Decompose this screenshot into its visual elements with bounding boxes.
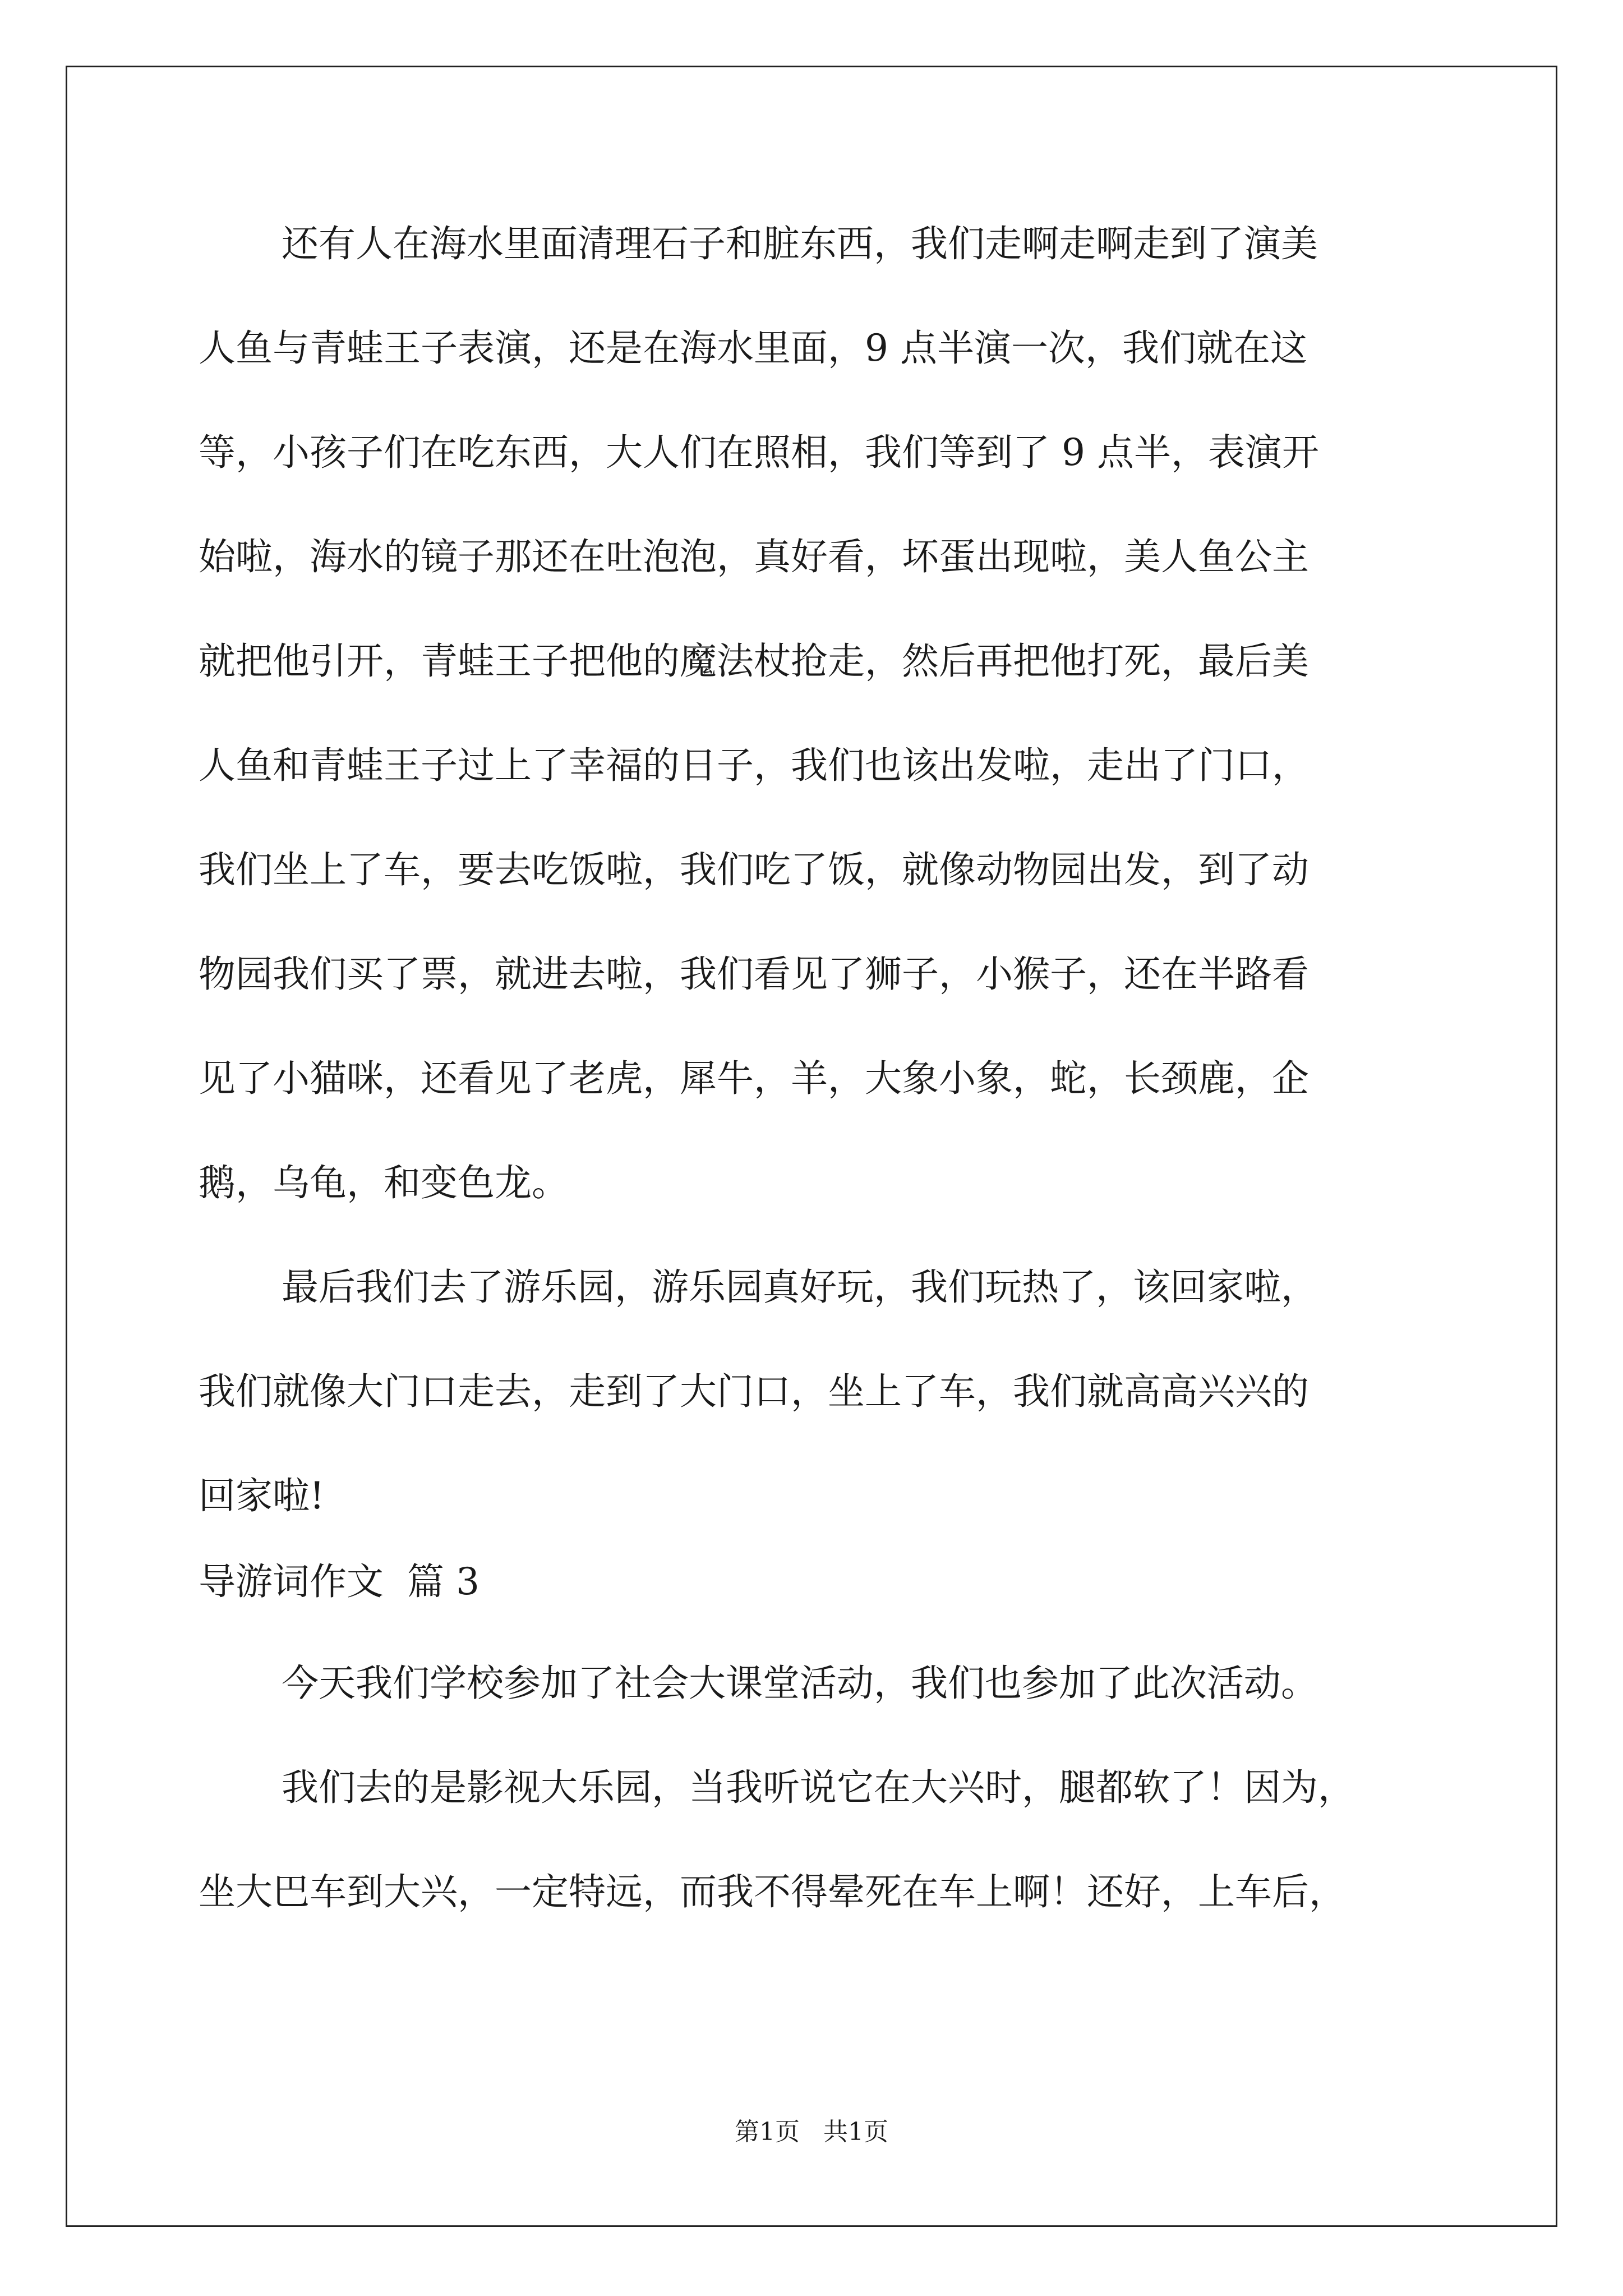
text-line: 等，小孩子们在吃东西，大人们在照相，我们等到了 9 点半，表演开 — [199, 431, 1319, 474]
text-line: 人鱼与青蛙王子表演，还是在海水里面，9 点半演一次，我们就在这 — [199, 326, 1307, 370]
text-line: 今天我们学校参加了社会大课堂活动，我们也参加了此次活动。 — [282, 1662, 1318, 1705]
section-heading: 导游词作文 篇 3 — [199, 1560, 479, 1603]
text-line: 坐大巴车到大兴，一定特远，而我不得晕死在车上啊！还好，上车后， — [199, 1870, 1346, 1913]
text-line: 始啦，海水的镜子那还在吐泡泡，真好看，坏蛋出现啦，美人鱼公主 — [199, 535, 1309, 578]
text-line: 见了小猫咪，还看见了老虎，犀牛，羊，大象小象，蛇，长颈鹿，企 — [199, 1057, 1309, 1100]
text-line: 就把他引开，青蛙王子把他的魔法杖抢走，然后再把他打死，最后美 — [199, 639, 1309, 683]
text-line: 回家啦! — [199, 1474, 325, 1517]
text-line: 最后我们去了游乐园，游乐园真好玩，我们玩热了，该回家啦， — [282, 1266, 1318, 1309]
text-line: 我们就像大门口走去，走到了大门口，坐上了车，我们就高高兴兴的 — [199, 1370, 1309, 1413]
page-number-footer: 第1页 共1页 — [735, 2118, 888, 2146]
text-line: 还有人在海水里面清理石子和脏东西，我们走啊走啊走到了演美 — [282, 222, 1318, 265]
text-line: 物园我们买了票，就进去啦，我们看见了狮子，小猴子，还在半路看 — [199, 953, 1309, 996]
text-line: 鹅，乌龟，和变色龙。 — [199, 1161, 569, 1204]
text-line: 人鱼和青蛙王子过上了幸福的日子，我们也该出发啦，走出了门口， — [199, 744, 1309, 787]
text-line: 我们去的是影视大乐园，当我听说它在大兴时，腿都软了！因为， — [282, 1766, 1355, 1809]
text-line: 我们坐上了车，要去吃饭啦，我们吃了饭，就像动物园出发，到了动 — [199, 848, 1309, 891]
